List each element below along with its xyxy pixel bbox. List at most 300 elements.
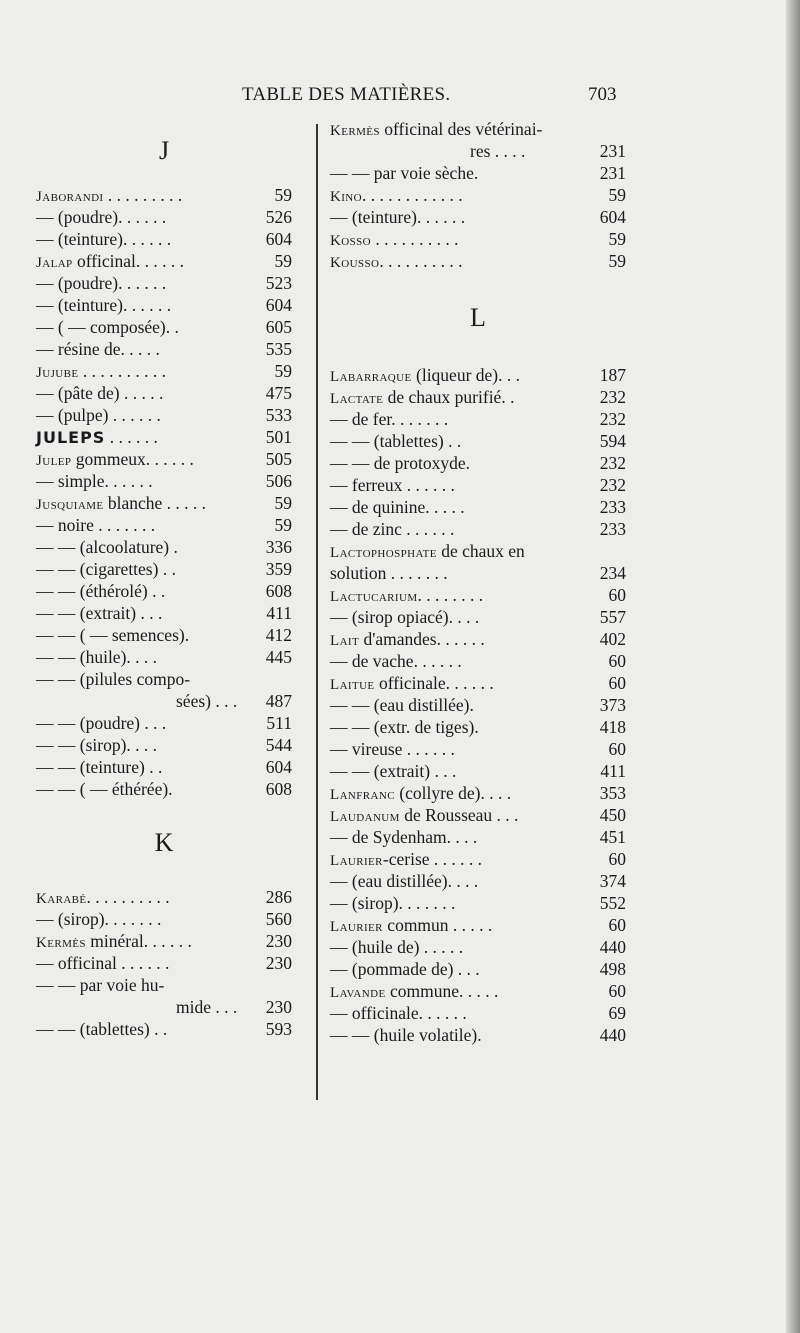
entry-label: — — (extrait) . . . (36, 603, 163, 623)
entry-page-number: 359 (265, 559, 292, 579)
entry-text (330, 162, 478, 184)
entry-label: . . . . . . . . (417, 585, 484, 605)
entry-text (36, 974, 164, 996)
entry-text (176, 690, 237, 712)
index-entry (330, 140, 626, 162)
entry-label: de chaux purifié. . (383, 387, 515, 407)
entry-page-number: 230 (265, 953, 292, 973)
index-entry (36, 974, 292, 996)
entry-page-number: 511 (266, 713, 292, 733)
index-entry (36, 886, 292, 908)
entry-label: minéral. . . . . . (85, 931, 192, 951)
index-entry (36, 294, 292, 316)
entry-label: — de zinc . . . . . . (330, 519, 455, 539)
entry-page-number: 286 (265, 887, 292, 907)
entry-text (330, 914, 492, 938)
index-entry (330, 760, 626, 782)
entry-label: (liqueur de). . . (411, 365, 520, 385)
entry-text (36, 930, 192, 954)
column-divider (316, 124, 318, 1100)
index-entry (36, 558, 292, 580)
entry-text (330, 958, 480, 980)
entry-page-number: 451 (599, 827, 626, 847)
entry-text (330, 650, 462, 672)
entry-label: . . . . . . . . . . (379, 251, 463, 271)
entry-page-number: 402 (599, 629, 626, 649)
entry-label: gommeux. . . . . . (71, 449, 194, 469)
entry-page-number: 440 (599, 1025, 626, 1045)
entry-page-number: 60 (608, 739, 626, 759)
index-entry (36, 316, 292, 338)
index-entry (330, 430, 626, 452)
index-entry (330, 408, 626, 430)
entry-label: res . . . . (470, 141, 526, 161)
entry-page-number: 475 (265, 383, 292, 403)
entry-label: — (sirop). . . . . . . (330, 893, 456, 913)
entry-page-number: 60 (608, 585, 626, 605)
entry-page-number: 59 (274, 185, 292, 205)
entry-text (36, 404, 161, 426)
entry-text (330, 936, 463, 958)
entry-label: — — (eau distillée). (330, 695, 474, 715)
entry-label: — (pommade de) . . . (330, 959, 480, 979)
index-entry (36, 448, 292, 470)
entry-label: — de vache. . . . . . (330, 651, 462, 671)
index-entry (36, 184, 292, 206)
entry-head: Lactophosphate (330, 545, 437, 561)
entry-head: Kino (330, 189, 362, 205)
entry-text (330, 870, 478, 892)
entry-label: — ferreux . . . . . . (330, 475, 455, 495)
index-entry (330, 228, 626, 250)
entry-text (330, 738, 455, 760)
index-entry (330, 694, 626, 716)
index-entry (330, 958, 626, 980)
entry-label: — — par voie hu- (36, 975, 165, 995)
index-entry (330, 980, 626, 1002)
entry-label: . . . . . . . . . (103, 185, 183, 205)
index-entry (330, 716, 626, 738)
index-entry (330, 914, 626, 936)
entry-text (36, 338, 160, 360)
entry-text (36, 1018, 167, 1040)
entry-label: . . . . . . . . . . . . (361, 185, 463, 205)
entry-label: commun . . . . . (382, 915, 493, 935)
entry-label: — — (alcoolature) . (36, 537, 178, 557)
entry-label: . . . . . . . . . . (78, 361, 166, 381)
entry-label: — — ( — semences). (36, 625, 190, 645)
entry-text (36, 756, 162, 778)
entry-label: — — (extr. de tiges). (330, 717, 479, 737)
entry-text (36, 448, 194, 472)
entry-label: — (pâte de) . . . . . (36, 383, 164, 403)
entry-page-number: 557 (599, 607, 626, 627)
entry-page-number: 552 (599, 893, 626, 913)
entry-text (330, 980, 498, 1004)
entry-page-number: 336 (265, 537, 292, 557)
entry-page-number: 353 (599, 783, 626, 803)
entry-text (330, 848, 482, 872)
entry-text (330, 518, 454, 540)
entry-page-number: 526 (265, 207, 292, 227)
section-letter: K (154, 828, 174, 857)
entry-page-number: 594 (599, 431, 626, 451)
entry-page-number: 60 (608, 651, 626, 671)
entry-page-number: 450 (599, 805, 626, 825)
entry-label: — officinal . . . . . . (36, 953, 170, 973)
entry-page-number: 604 (265, 229, 292, 249)
index-entry (330, 1024, 626, 1046)
entry-label: — (teinture). . . . . . (330, 207, 466, 227)
entry-label: — de Sydenham. . . . (330, 827, 478, 847)
entry-text (330, 474, 455, 496)
entry-text (36, 602, 162, 624)
page-edge (786, 0, 800, 1333)
index-entry (36, 272, 292, 294)
entry-text (36, 712, 166, 734)
entry-text (36, 734, 157, 756)
entry-text (330, 228, 458, 252)
entry-label: — ( — composée). . (36, 317, 179, 337)
entry-page-number: 440 (599, 937, 626, 957)
right-column (330, 118, 626, 1046)
entry-label: -cerise . . . . . . (382, 849, 483, 869)
index-entry (330, 184, 626, 206)
entry-page-number: 608 (265, 779, 292, 799)
entry-label: d'amandes. . . . . . (359, 629, 485, 649)
entry-text (330, 672, 494, 696)
entry-page-number: 232 (599, 387, 626, 407)
index-entry (330, 162, 626, 184)
index-entry (330, 826, 626, 848)
index-entry (36, 250, 292, 272)
entry-page-number: 60 (608, 981, 626, 1001)
entry-text (36, 228, 171, 250)
index-entry (36, 426, 292, 448)
entry-text (36, 646, 157, 668)
entry-text (330, 206, 465, 228)
index-entry (330, 650, 626, 672)
entry-label: . . . . . . . . . . (86, 887, 170, 907)
entry-label: — (poudre). . . . . . (36, 273, 167, 293)
entry-label: — (huile de) . . . . . (330, 937, 464, 957)
entry-label: . . . . . . . . . . (370, 229, 459, 249)
entry-label: — simple. . . . . . (36, 471, 153, 491)
index-entry (36, 778, 292, 800)
entry-page-number: 60 (608, 673, 626, 693)
entry-label: — — (éthérolé) . . (36, 581, 166, 601)
index-entry (36, 952, 292, 974)
index-entry (330, 848, 626, 870)
entry-text (36, 580, 165, 602)
entry-text (36, 514, 155, 536)
entry-head: Lavande (330, 985, 386, 1001)
entry-page-number: 60 (608, 915, 626, 935)
entry-head: Laudanum (330, 809, 400, 825)
entry-page-number: 69 (608, 1003, 626, 1023)
entry-label: — (poudre). . . . . . (36, 207, 167, 227)
entry-label: . . . . . . (105, 427, 158, 447)
entry-text (330, 892, 455, 914)
entry-text (36, 360, 166, 384)
index-entry (36, 930, 292, 952)
entry-label: solution . . . . . . . (330, 563, 448, 583)
index-entry (330, 1002, 626, 1024)
entry-label: — — (poudre) . . . (36, 713, 167, 733)
entry-text (330, 826, 477, 848)
index-entry (330, 562, 626, 584)
entry-text (330, 430, 461, 452)
index-entry (36, 360, 292, 382)
entry-label: — (pulpe) . . . . . . (36, 405, 161, 425)
entry-page-number: 487 (265, 691, 292, 711)
index-entry (36, 338, 292, 360)
entry-page-number: 373 (599, 695, 626, 715)
index-entry (330, 474, 626, 496)
entry-head: Julep (36, 453, 72, 469)
entry-text (330, 250, 462, 274)
entry-label: — (sirop). . . . . . . (36, 909, 162, 929)
entry-head: Lactate (330, 391, 384, 407)
entry-text (330, 1024, 482, 1046)
index-entry (330, 540, 626, 562)
index-entry (36, 228, 292, 250)
entry-text (330, 804, 518, 828)
index-entry (36, 470, 292, 492)
index-entry (330, 364, 626, 386)
index-entry (36, 514, 292, 536)
index-entry (330, 452, 626, 474)
entry-label: — — par voie sèche. (330, 163, 479, 183)
entry-label: de chaux en (436, 541, 525, 561)
entry-page-number: 593 (265, 1019, 292, 1039)
entry-label: — — de protoxyde. (330, 453, 470, 473)
entry-page-number: 59 (274, 361, 292, 381)
index-entry (36, 996, 292, 1018)
entry-page-number: 232 (599, 409, 626, 429)
entry-text (36, 668, 190, 690)
entry-label: — (teinture). . . . . . (36, 229, 172, 249)
entry-text (36, 382, 163, 404)
index-entry (36, 908, 292, 930)
entry-text (330, 386, 514, 410)
index-entry (36, 382, 292, 404)
entry-page-number: 59 (274, 515, 292, 535)
entry-page-number: 604 (265, 295, 292, 315)
entry-text (330, 628, 485, 652)
entry-label: de Rousseau . . . (399, 805, 519, 825)
entry-page-number: 231 (599, 141, 626, 161)
entry-page-number: 59 (608, 229, 626, 249)
entry-label: — — (tablettes) . . (36, 1019, 168, 1039)
entry-label: mide . . . (176, 997, 238, 1017)
index-entry (330, 870, 626, 892)
entry-label: blanche . . . . . (103, 493, 207, 513)
entry-head: Jaborandi (36, 189, 104, 205)
entry-label: — de fer. . . . . . . (330, 409, 449, 429)
entry-page-number: 234 (599, 563, 626, 583)
entry-text (36, 272, 166, 294)
entry-text (36, 624, 189, 646)
entry-text (330, 364, 520, 388)
index-entry (36, 734, 292, 756)
index-entry (330, 386, 626, 408)
index-entry (36, 646, 292, 668)
entry-page-number: 232 (599, 475, 626, 495)
index-entry (330, 584, 626, 606)
entry-text (330, 584, 483, 608)
entry-head: Jujube (36, 365, 79, 381)
entry-page-number: 604 (599, 207, 626, 227)
entry-label: — résine de. . . . . (36, 339, 160, 359)
entry-label: — — (tablettes) . . (330, 431, 462, 451)
entry-label: officinal. . . . . . (72, 251, 185, 271)
entry-label: — — (cigarettes) . . (36, 559, 176, 579)
entry-text (330, 540, 525, 564)
entry-page-number: 59 (274, 493, 292, 513)
index-entry (330, 892, 626, 914)
entry-page-number: 605 (265, 317, 292, 337)
entry-label: — — (sirop). . . . (36, 735, 158, 755)
entry-text (36, 250, 184, 274)
entry-text (36, 470, 153, 492)
entry-page-number: 230 (265, 931, 292, 951)
entry-text (330, 562, 448, 584)
entry-label: officinale. . . . . . (374, 673, 494, 693)
index-entry (330, 518, 626, 540)
section-letter: L (470, 303, 486, 332)
entry-page-number: 505 (265, 449, 292, 469)
index-entry (330, 738, 626, 760)
entry-page-number: 411 (600, 761, 626, 781)
entry-text (330, 716, 479, 738)
entry-label: — vireuse . . . . . . (330, 739, 455, 759)
entry-text (330, 184, 463, 208)
index-entry (330, 804, 626, 826)
section-letter: J (158, 136, 170, 165)
index-entry (36, 1018, 292, 1040)
entry-label: — (sirop opiacé). . . . (330, 607, 480, 627)
entry-head: Kousso (330, 255, 380, 271)
entry-label: sées) . . . (176, 691, 238, 711)
index-entry (330, 782, 626, 804)
entry-head-bold: JULEPS (36, 428, 106, 447)
entry-page-number: 544 (265, 735, 292, 755)
index-entry (36, 580, 292, 602)
entry-head: Jusquiame (36, 497, 104, 513)
entry-text (330, 782, 511, 806)
entry-label: — — ( — éthérée). (36, 779, 173, 799)
index-entry (36, 206, 292, 228)
index-entry (36, 690, 292, 712)
entry-text (36, 426, 158, 449)
entry-text (330, 760, 456, 782)
index-entry (330, 672, 626, 694)
entry-head: Kosso (330, 233, 371, 249)
entry-text (330, 1002, 467, 1024)
entry-head: Karabé (36, 891, 87, 907)
entry-head: Laitue (330, 677, 375, 693)
entry-page-number: 506 (265, 471, 292, 491)
index-entry (330, 936, 626, 958)
page-number: 703 (588, 84, 617, 105)
entry-page-number: 560 (265, 909, 292, 929)
entry-head: Kermès (36, 935, 86, 951)
entry-text (330, 694, 474, 716)
index-entry (36, 712, 292, 734)
running-title: TABLE DES MATIÈRES. (242, 84, 451, 105)
index-entry (36, 492, 292, 514)
entry-text (330, 606, 479, 628)
entry-text (36, 294, 171, 316)
entry-page-number: 604 (265, 757, 292, 777)
entry-page-number: 418 (599, 717, 626, 737)
entry-label: — — (teinture) . . (36, 757, 163, 777)
entry-label: commune. . . . . (385, 981, 499, 1001)
entry-head: Labarraque (330, 369, 412, 385)
entry-label: — — (pilules compo- (36, 669, 191, 689)
entry-text (330, 408, 448, 430)
index-entry (330, 628, 626, 650)
index-entry (330, 118, 626, 140)
page-header (0, 84, 800, 108)
entry-label: — de quinine. . . . . (330, 497, 465, 517)
left-column (36, 118, 292, 1040)
index-entry (36, 756, 292, 778)
entry-page-number: 59 (274, 251, 292, 271)
entry-page-number: 233 (599, 497, 626, 517)
entry-page-number: 232 (599, 453, 626, 473)
index-entry (330, 206, 626, 228)
index-entry (330, 496, 626, 518)
entry-page-number: 231 (599, 163, 626, 183)
entry-text (330, 118, 542, 142)
entry-label: officinal des vétérinai- (379, 119, 543, 139)
index-entry (36, 668, 292, 690)
entry-head: Kermès (330, 123, 380, 139)
entry-text (330, 452, 470, 474)
entry-label: — — (huile volatile). (330, 1025, 482, 1045)
entry-label: — — (huile). . . . (36, 647, 158, 667)
entry-text (36, 558, 176, 580)
index-entry (36, 602, 292, 624)
entry-page-number: 498 (599, 959, 626, 979)
entry-page-number: 501 (265, 427, 292, 447)
entry-head: Jalap (36, 255, 73, 271)
entry-text (330, 496, 465, 518)
entry-head: Lanfranc (330, 787, 395, 803)
entry-label: — (teinture). . . . . . (36, 295, 172, 315)
entry-head: Lactucarium (330, 589, 418, 605)
entry-text (36, 536, 178, 558)
entry-page-number: 411 (266, 603, 292, 623)
entry-label: — — (extrait) . . . (330, 761, 457, 781)
entry-head: Lait (330, 633, 360, 649)
entry-label: — officinale. . . . . . (330, 1003, 467, 1023)
index-entry (330, 250, 626, 272)
entry-text (36, 908, 161, 930)
entry-page-number: 59 (608, 185, 626, 205)
entry-label: — noire . . . . . . . (36, 515, 156, 535)
index-entry (330, 606, 626, 628)
entry-label: (collyre de). . . . (394, 783, 512, 803)
entry-text (36, 206, 166, 228)
entry-text (36, 492, 206, 516)
entry-page-number: 535 (265, 339, 292, 359)
entry-text (36, 778, 173, 800)
entry-page-number: 233 (599, 519, 626, 539)
entry-label: — (eau distillée). . . . (330, 871, 479, 891)
